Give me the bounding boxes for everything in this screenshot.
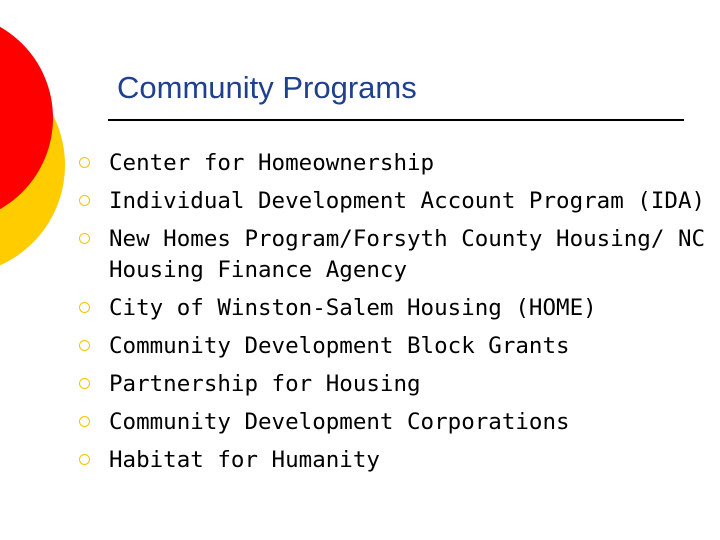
hollow-circle-bullet-icon (79, 416, 90, 427)
bullet-text: New Homes Program/Forsyth County Housing/ NC Housing Finance Agency (109, 226, 706, 283)
bullet-text: Community Development Corporations (109, 409, 570, 435)
bullet-item (79, 224, 719, 286)
decorative-circles (0, 0, 80, 290)
bullet-text: Center for Homeownership (109, 150, 435, 176)
bullet-item (79, 186, 719, 217)
bullet-item (79, 148, 719, 179)
bullet-text: Habitat for Humanity (109, 447, 380, 473)
bullet-item (79, 407, 719, 438)
bullet-list (79, 148, 719, 476)
bullet-item (79, 369, 719, 400)
hollow-circle-bullet-icon (79, 157, 90, 168)
bullet-item (79, 293, 719, 324)
bullet-item (79, 331, 719, 362)
bullet-text: Community Development Block Grants (109, 333, 570, 359)
bullet-text: Individual Development Account Program (IDA) (109, 188, 706, 214)
bullet-text: Partnership for Housing (109, 371, 421, 397)
bullet-text: City of Winston-Salem Housing (HOME) (109, 295, 597, 321)
hollow-circle-bullet-icon (79, 454, 90, 465)
hollow-circle-bullet-icon (79, 340, 90, 351)
hollow-circle-bullet-icon (79, 195, 90, 206)
hollow-circle-bullet-icon (79, 378, 90, 389)
slide-title: Community Programs (117, 70, 417, 105)
title-divider (108, 119, 684, 121)
hollow-circle-bullet-icon (79, 233, 90, 244)
bullet-item (79, 445, 719, 476)
hollow-circle-bullet-icon (79, 302, 90, 313)
